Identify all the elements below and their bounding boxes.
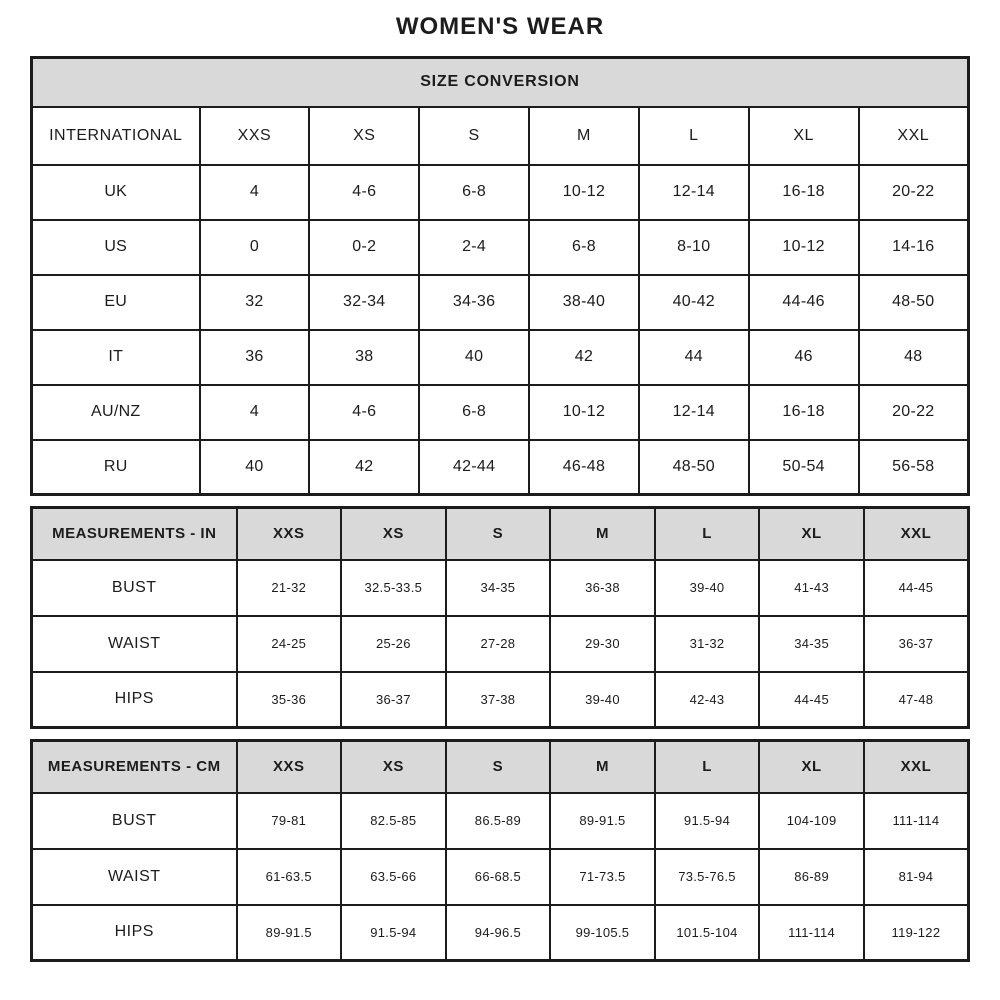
cell: 46-48 bbox=[529, 440, 639, 495]
row-label: BUST bbox=[32, 560, 237, 616]
column-header: XL bbox=[759, 508, 864, 560]
cell: 39-40 bbox=[655, 560, 760, 616]
column-header: XS bbox=[309, 107, 419, 165]
cell: 16-18 bbox=[749, 385, 859, 440]
cell: 99-105.5 bbox=[550, 905, 655, 961]
cell: 16-18 bbox=[749, 165, 859, 220]
cell: 44-45 bbox=[864, 560, 969, 616]
size-conversion-table bbox=[30, 56, 970, 496]
measurements-in-table bbox=[30, 506, 970, 729]
cell: 91.5-94 bbox=[341, 905, 446, 961]
column-header-row bbox=[32, 508, 969, 560]
cell: 86-89 bbox=[759, 849, 864, 905]
cell: 10-12 bbox=[749, 220, 859, 275]
cell: 41-43 bbox=[759, 560, 864, 616]
cell: 94-96.5 bbox=[446, 905, 551, 961]
banner-row bbox=[32, 58, 969, 107]
row-label: US bbox=[32, 220, 200, 275]
cell: 42 bbox=[529, 330, 639, 385]
cell: 10-12 bbox=[529, 385, 639, 440]
row-label: UK bbox=[32, 165, 200, 220]
column-header: XXS bbox=[237, 508, 342, 560]
cell: 32.5-33.5 bbox=[341, 560, 446, 616]
cell: 34-36 bbox=[419, 275, 529, 330]
cell: 40 bbox=[419, 330, 529, 385]
column-header: XS bbox=[341, 508, 446, 560]
column-header: XXS bbox=[200, 107, 310, 165]
cell: 34-35 bbox=[759, 616, 864, 672]
cell: 12-14 bbox=[639, 165, 749, 220]
cell: 86.5-89 bbox=[446, 793, 551, 849]
measurements-cm-table bbox=[30, 739, 970, 962]
column-header-row bbox=[32, 107, 969, 165]
row-label: HIPS bbox=[32, 905, 237, 961]
column-header: M bbox=[529, 107, 639, 165]
cell: 20-22 bbox=[859, 385, 969, 440]
cell: 36 bbox=[200, 330, 310, 385]
table-row bbox=[32, 616, 969, 672]
cell: 42-44 bbox=[419, 440, 529, 495]
cell: 42 bbox=[309, 440, 419, 495]
cell: 40-42 bbox=[639, 275, 749, 330]
cell: 61-63.5 bbox=[237, 849, 342, 905]
cell: 39-40 bbox=[550, 672, 655, 728]
column-header: XL bbox=[759, 741, 864, 793]
cell: 6-8 bbox=[419, 385, 529, 440]
cell: 32 bbox=[200, 275, 310, 330]
table-row bbox=[32, 330, 969, 385]
cell: 56-58 bbox=[859, 440, 969, 495]
size-conversion-banner: SIZE CONVERSION bbox=[32, 58, 969, 107]
column-header: XXL bbox=[864, 741, 969, 793]
cell: 91.5-94 bbox=[655, 793, 760, 849]
cell: 46 bbox=[749, 330, 859, 385]
column-header: XXL bbox=[864, 508, 969, 560]
column-header: L bbox=[639, 107, 749, 165]
row-label: IT bbox=[32, 330, 200, 385]
cell: 48 bbox=[859, 330, 969, 385]
column-header: L bbox=[655, 508, 760, 560]
cell: 14-16 bbox=[859, 220, 969, 275]
cell: 29-30 bbox=[550, 616, 655, 672]
column-header: S bbox=[446, 741, 551, 793]
cell: 6-8 bbox=[529, 220, 639, 275]
row-label: RU bbox=[32, 440, 200, 495]
cell: 21-32 bbox=[237, 560, 342, 616]
table-row bbox=[32, 385, 969, 440]
cell: 20-22 bbox=[859, 165, 969, 220]
size-conversion-body bbox=[32, 58, 969, 495]
row-label: WAIST bbox=[32, 616, 237, 672]
cell: 38 bbox=[309, 330, 419, 385]
cell: 10-12 bbox=[529, 165, 639, 220]
cell: 36-37 bbox=[864, 616, 969, 672]
measurements-in-body bbox=[32, 508, 969, 728]
column-header: L bbox=[655, 741, 760, 793]
table-row bbox=[32, 793, 969, 849]
cell: 31-32 bbox=[655, 616, 760, 672]
cell: 34-35 bbox=[446, 560, 551, 616]
cell: 12-14 bbox=[639, 385, 749, 440]
measurements-cm-body bbox=[32, 741, 969, 961]
cell: 25-26 bbox=[341, 616, 446, 672]
table-row bbox=[32, 220, 969, 275]
row-label: EU bbox=[32, 275, 200, 330]
cell: 71-73.5 bbox=[550, 849, 655, 905]
cell: 81-94 bbox=[864, 849, 969, 905]
cell: 73.5-76.5 bbox=[655, 849, 760, 905]
cell: 79-81 bbox=[237, 793, 342, 849]
cell: 63.5-66 bbox=[341, 849, 446, 905]
row-label: BUST bbox=[32, 793, 237, 849]
section-header: MEASUREMENTS - CM bbox=[32, 741, 237, 793]
cell: 35-36 bbox=[237, 672, 342, 728]
cell: 4-6 bbox=[309, 385, 419, 440]
cell: 104-109 bbox=[759, 793, 864, 849]
column-header: XXS bbox=[237, 741, 342, 793]
cell: 0-2 bbox=[309, 220, 419, 275]
cell: 89-91.5 bbox=[237, 905, 342, 961]
cell: 38-40 bbox=[529, 275, 639, 330]
cell: 119-122 bbox=[864, 905, 969, 961]
cell: 44-45 bbox=[759, 672, 864, 728]
row-label: HIPS bbox=[32, 672, 237, 728]
column-header-row bbox=[32, 741, 969, 793]
cell: 48-50 bbox=[639, 440, 749, 495]
cell: 48-50 bbox=[859, 275, 969, 330]
cell: 4 bbox=[200, 385, 310, 440]
cell: 4-6 bbox=[309, 165, 419, 220]
column-header: M bbox=[550, 741, 655, 793]
column-header: XL bbox=[749, 107, 859, 165]
cell: 47-48 bbox=[864, 672, 969, 728]
cell: 101.5-104 bbox=[655, 905, 760, 961]
cell: 66-68.5 bbox=[446, 849, 551, 905]
column-header: XXL bbox=[859, 107, 969, 165]
cell: 50-54 bbox=[749, 440, 859, 495]
cell: 82.5-85 bbox=[341, 793, 446, 849]
cell: 44-46 bbox=[749, 275, 859, 330]
table-row bbox=[32, 849, 969, 905]
cell: 44 bbox=[639, 330, 749, 385]
cell: 111-114 bbox=[759, 905, 864, 961]
cell: 89-91.5 bbox=[550, 793, 655, 849]
cell: 8-10 bbox=[639, 220, 749, 275]
column-header: INTERNATIONAL bbox=[32, 107, 200, 165]
cell: 111-114 bbox=[864, 793, 969, 849]
cell: 36-37 bbox=[341, 672, 446, 728]
column-header: S bbox=[419, 107, 529, 165]
cell: 24-25 bbox=[237, 616, 342, 672]
column-header: XS bbox=[341, 741, 446, 793]
cell: 36-38 bbox=[550, 560, 655, 616]
row-label: WAIST bbox=[32, 849, 237, 905]
cell: 0 bbox=[200, 220, 310, 275]
cell: 42-43 bbox=[655, 672, 760, 728]
row-label: AU/NZ bbox=[32, 385, 200, 440]
cell: 27-28 bbox=[446, 616, 551, 672]
table-row bbox=[32, 560, 969, 616]
column-header: M bbox=[550, 508, 655, 560]
cell: 40 bbox=[200, 440, 310, 495]
table-row bbox=[32, 672, 969, 728]
section-header: MEASUREMENTS - IN bbox=[32, 508, 237, 560]
cell: 32-34 bbox=[309, 275, 419, 330]
cell: 37-38 bbox=[446, 672, 551, 728]
table-row bbox=[32, 275, 969, 330]
cell: 4 bbox=[200, 165, 310, 220]
cell: 2-4 bbox=[419, 220, 529, 275]
table-row bbox=[32, 165, 969, 220]
table-row bbox=[32, 440, 969, 495]
cell: 6-8 bbox=[419, 165, 529, 220]
column-header: S bbox=[446, 508, 551, 560]
table-row bbox=[32, 905, 969, 961]
page-title: WOMEN'S WEAR bbox=[395, 13, 605, 40]
